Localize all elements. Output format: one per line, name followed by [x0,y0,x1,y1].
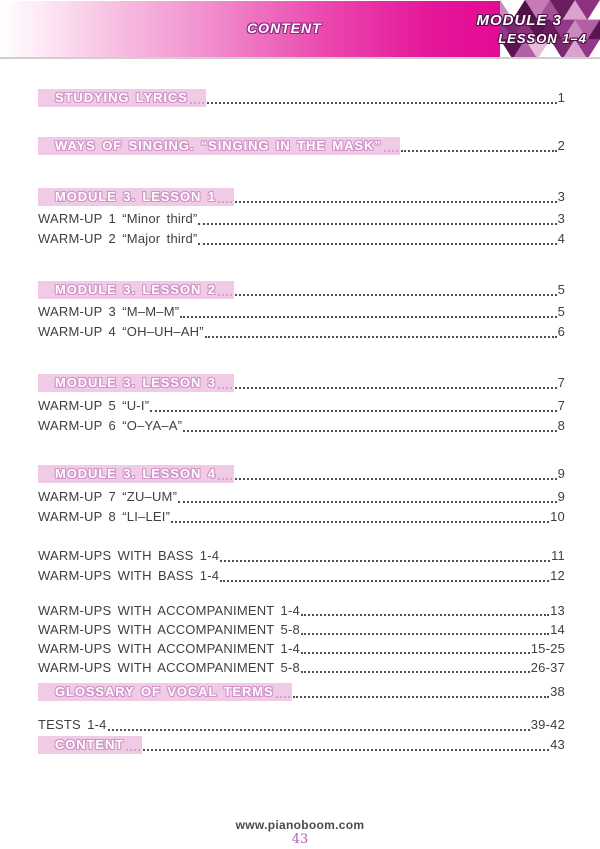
page-footer [0,818,600,847]
page-number: 43 [291,832,309,847]
dot-leader [183,430,556,432]
toc-section-highlight [38,137,400,155]
dot-leader [301,671,530,673]
dot-leader [178,501,556,503]
toc-entry-label: WARM-UPS WITH BASS 1-4 [38,568,220,583]
toc-page-number: 9 [557,466,565,481]
toc-page-number: 9 [557,489,565,504]
toc-entry-label: WARM-UP 2 “Major third” [38,231,198,246]
toc-page-number: 7 [557,375,565,390]
toc-row-entry [38,639,565,658]
toc-page-number: 2 [557,138,565,153]
toc-row-entry [38,620,565,639]
toc-page-number: 1 [557,90,565,105]
toc-row-section [38,464,565,484]
toc-row-entry [38,229,565,249]
toc-entry-label: WARM-UP 5 “U-I” [38,398,150,413]
highlight-dots [190,102,204,104]
toc-entry-label: TESTS 1-4 [38,717,107,732]
toc-section-highlight [38,281,234,299]
header-gradient-bar [0,1,505,57]
toc-section-label: MODULE 3. LESSON 2 [55,282,216,297]
toc-page-number: 8 [557,418,565,433]
dot-leader [205,336,557,338]
dot-leader [293,696,550,698]
toc-row-section [38,373,565,393]
dot-leader [235,387,557,389]
toc-page-number: 3 [557,189,565,204]
module-badge [476,0,600,59]
toc-page-number: 11 [551,548,565,563]
dot-leader [301,633,549,635]
toc-row-entry [38,715,565,735]
dot-leader [143,749,549,751]
toc-row-section [38,682,565,702]
toc-page-number: 14 [550,622,565,637]
website-url: www.pianoboom.com [235,818,365,832]
toc-section-highlight [38,465,234,483]
toc-entry-label: WARM-UP 3 “M–M–M” [38,304,180,319]
toc-section-label: CONTENT [55,737,125,752]
toc-page-number: 15-25 [530,641,565,656]
highlight-dots [126,749,140,751]
toc-page-number: 6 [557,324,565,339]
dot-leader [235,201,557,203]
toc-section-highlight [38,188,234,206]
toc-row-section [38,280,565,300]
toc-row-section [38,136,565,156]
toc-section-highlight [38,374,234,392]
toc-page-number: 10 [550,509,565,524]
toc-section-highlight [38,683,292,701]
toc-row-entry [38,302,565,322]
toc-section-label: GLOSSARY OF VOCAL TERMS [55,684,274,699]
toc-section-highlight [38,89,206,107]
dot-leader [207,102,557,104]
toc-page-number: 43 [550,737,565,752]
dot-leader [301,614,549,616]
dot-leader [235,294,557,296]
page-title: CONTENT [247,20,322,36]
page-header [0,0,600,59]
toc-entry-label: WARM-UP 6 “O–YA–A” [38,418,183,433]
toc-row-entry [38,601,565,620]
toc-section-label: MODULE 3. LESSON 4 [55,466,216,481]
toc-entry-label: WARM-UPS WITH ACCOMPANIMENT 5-8 [38,660,300,675]
toc-page-number: 39-42 [530,717,565,732]
dot-leader [198,223,556,225]
toc-row-section [38,187,565,207]
highlight-dots [218,201,232,203]
toc-row-entry [38,487,565,507]
dot-leader [150,410,556,412]
toc-row-entry [38,507,565,527]
toc-entry-label: WARM-UPS WITH ACCOMPANIMENT 1-4 [38,641,300,656]
toc-page-number: 5 [557,304,565,319]
table-of-contents [0,59,600,755]
toc-row-entry [38,658,565,677]
toc-page-number: 4 [557,231,565,246]
toc-section-label: STUDYING LYRICS [55,90,188,105]
toc-page-number: 5 [557,282,565,297]
toc-section-highlight [38,736,142,754]
module-label: MODULE 3 [476,12,562,29]
highlight-dots [384,150,398,152]
toc-row-entry [38,396,565,416]
lesson-label: LESSON 1–4 [498,31,587,46]
toc-page-number: 26-37 [530,660,565,675]
dot-leader [180,316,556,318]
toc-page-number: 13 [550,603,565,618]
toc-page-number: 7 [557,398,565,413]
toc-section-label: WAYS OF SINGING. “SINGING IN THE MASK” [55,138,382,153]
triangle-pattern-graphic [500,0,600,59]
toc-page-number: 12 [550,568,565,583]
toc-entry-label: WARM-UPS WITH ACCOMPANIMENT 5-8 [38,622,300,637]
toc-row-entry [38,546,565,566]
dot-leader [401,150,557,152]
toc-entry-label: WARM-UP 4 “OH–UH–AH” [38,324,204,339]
dot-leader [220,560,550,562]
toc-section-label: MODULE 3. LESSON 3 [55,375,216,390]
toc-row-entry [38,416,565,436]
toc-entry-label: WARM-UP 8 “LI–LEI” [38,509,171,524]
toc-row-section [38,735,565,755]
dot-leader [235,478,557,480]
highlight-dots [218,294,232,296]
toc-row-entry [38,566,565,586]
dot-leader [171,521,549,523]
highlight-dots [276,696,290,698]
highlight-dots [218,387,232,389]
dot-leader [220,580,549,582]
toc-entry-label: WARM-UPS WITH BASS 1-4 [38,548,220,563]
dot-leader [108,729,530,731]
toc-section-label: MODULE 3. LESSON 1 [55,189,216,204]
toc-entry-label: WARM-UP 1 “Minor third” [38,211,198,226]
toc-row-entry [38,322,565,342]
toc-entry-label: WARM-UPS WITH ACCOMPANIMENT 1-4 [38,603,300,618]
toc-page-number: 3 [557,211,565,226]
toc-entry-label: WARM-UP 7 “ZU–UM” [38,489,178,504]
toc-page-number: 38 [550,684,565,699]
dot-leader [198,243,556,245]
highlight-dots [218,478,232,480]
dot-leader [301,652,530,654]
toc-row-section [38,88,565,108]
toc-row-entry [38,209,565,229]
